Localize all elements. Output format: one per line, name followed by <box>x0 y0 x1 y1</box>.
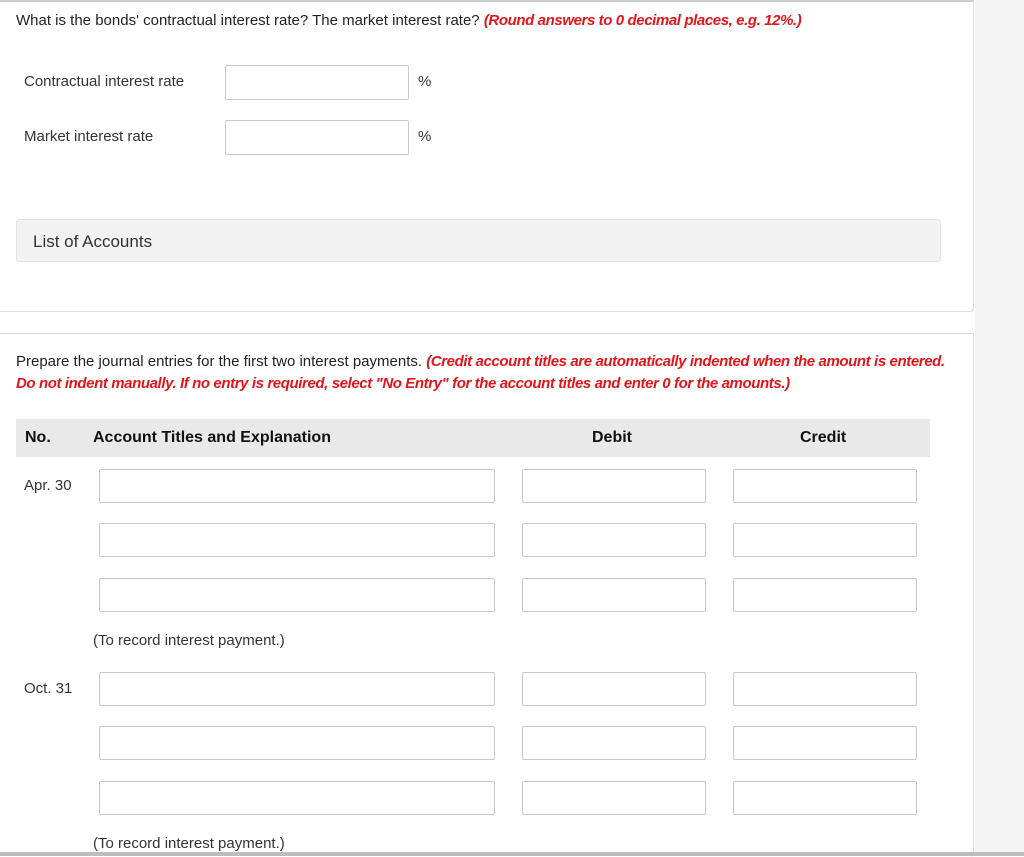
right-rail <box>975 0 1024 856</box>
question-text: Prepare the journal entries for the first two interest payments. <box>16 353 427 370</box>
header-no: No. <box>25 429 51 446</box>
entry-date: Apr. 30 <box>24 477 72 494</box>
market-rate-input[interactable] <box>225 120 409 155</box>
debit-input[interactable] <box>522 523 706 557</box>
question-interest-rates <box>16 10 801 32</box>
question-journal-entries <box>16 351 946 395</box>
journal-table-header <box>16 419 930 457</box>
market-rate-unit: % <box>418 128 432 145</box>
credit-input[interactable] <box>733 469 917 503</box>
credit-input[interactable] <box>733 672 917 706</box>
contractual-rate-input[interactable] <box>225 65 409 100</box>
interest-rate-panel <box>0 0 974 312</box>
credit-input[interactable] <box>733 578 917 612</box>
header-credit: Credit <box>800 429 847 446</box>
account-title-input[interactable] <box>99 469 495 503</box>
credit-input[interactable] <box>733 781 917 815</box>
account-title-input[interactable] <box>99 781 495 815</box>
entry-explanation: (To record interest payment.) <box>93 835 285 852</box>
debit-input[interactable] <box>522 469 706 503</box>
market-rate-label: Market interest rate <box>24 128 154 145</box>
account-title-input[interactable] <box>99 726 495 760</box>
credit-input[interactable] <box>733 726 917 760</box>
question-text: What is the bonds' contractual interest rate? The market interest rate? <box>16 12 484 29</box>
debit-input[interactable] <box>522 726 706 760</box>
horizontal-scrollbar[interactable] <box>0 852 1024 856</box>
header-debit: Debit <box>592 429 632 446</box>
account-title-input[interactable] <box>99 578 495 612</box>
entry-explanation: (To record interest payment.) <box>93 632 285 649</box>
rounding-instruction: (Round answers to 0 decimal places, e.g. 12%.) <box>483 12 802 29</box>
debit-input[interactable] <box>522 781 706 815</box>
debit-input[interactable] <box>522 578 706 612</box>
credit-input[interactable] <box>733 523 917 557</box>
entry-instruction: (Credit account titles are automatically indented when the amount is entered. Do not indent manually. If no entry is required, select "No Entry" for the account titles and enter 0 for the amounts.) <box>16 353 945 392</box>
entry-date: Oct. 31 <box>24 680 73 697</box>
header-account-titles: Account Titles and Explanation <box>93 429 331 446</box>
contractual-rate-label: Contractual interest rate <box>24 73 185 90</box>
contractual-rate-unit: % <box>418 73 432 90</box>
account-title-input[interactable] <box>99 672 495 706</box>
list-of-accounts-button[interactable] <box>16 219 941 262</box>
account-title-input[interactable] <box>99 523 495 557</box>
list-of-accounts-label: List of Accounts <box>33 232 153 251</box>
journal-entry-panel <box>0 333 974 857</box>
debit-input[interactable] <box>522 672 706 706</box>
